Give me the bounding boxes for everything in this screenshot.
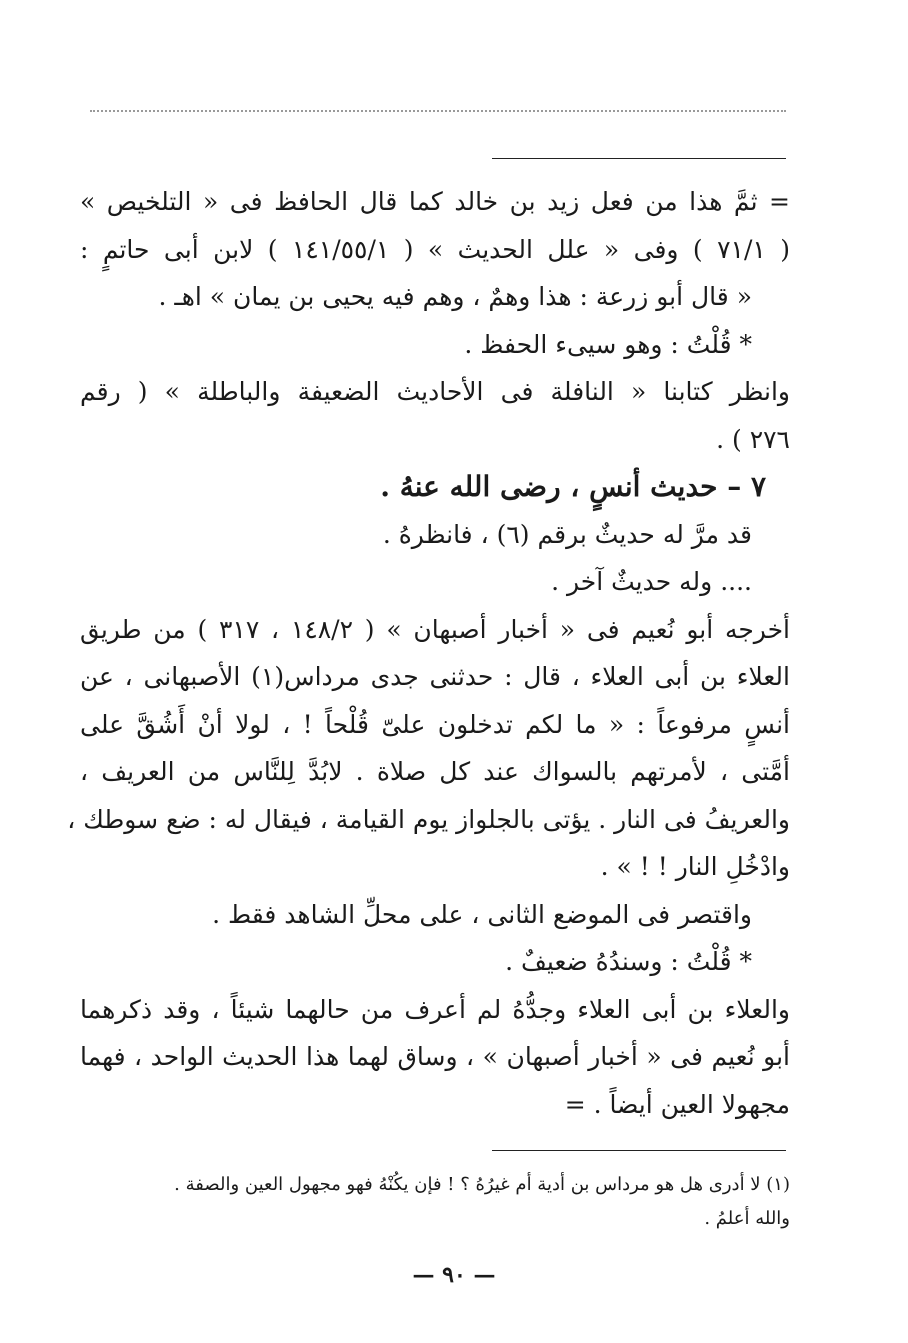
text-line: واقتصر فى الموضع الثانى ، على محلِّ الشاهد فقط .	[212, 899, 752, 929]
header-rule	[492, 158, 786, 159]
main-text	[67, 178, 790, 1128]
footnote-line: (١) لا أدرى هل هو مرداس بن أدية أم غيرُهُ ؟ ! فإن يكُنْهُ فهو مجهول العين والصفة .	[174, 1174, 790, 1195]
text-line: ( ٧١/١ ) وفى « علل الحديث » ( ١٤١/٥٥/١ ) لابن أبى حاتمٍ :	[80, 234, 790, 264]
footnotes	[100, 1168, 790, 1236]
text-line: العلاء بن أبى العلاء ، قال : حدثنى جدى مرداس(١) الأصبهانى ، عن	[80, 662, 790, 691]
text-line: .... وله حديثٌ آخر .	[551, 567, 752, 596]
text-line: أبو نُعيم فى « أخبار أصبهان » ، وساق لهما هذا الحديث الواحد ، فهما	[80, 1042, 790, 1071]
text-line: وانظر كتابنا « النافلة فى الأحاديث الضعيفة والباطلة » ( رقم	[80, 377, 790, 406]
section-heading: ٧ – حديث أنسٍ ، رضى الله عنهُ .	[380, 470, 766, 503]
text-line: ٢٧٦ ) .	[716, 424, 790, 454]
text-line: مجهولا العين أيضاً . =	[564, 1089, 790, 1119]
text-line: = ثمَّ هذا من فعل زيد بن خالد كما قال الحافظ فى « التلخيص »	[80, 187, 790, 216]
top-dotted-rule	[90, 110, 786, 112]
footnote-line: والله أعلمُ .	[704, 1208, 790, 1229]
text-line: قد مرَّ له حديثٌ برقم (٦) ، فانظرهُ .	[382, 519, 752, 549]
quote-line: « قال أبو زرعة : هذا وهمٌ ، وهم فيه يحيى بن يمان » اهـ .	[158, 282, 752, 311]
text-line: والعريفُ فى النار . يؤتى بالجلواز يوم القيامة ، فيقال له : ضع سوطك ،	[67, 804, 790, 834]
text-line: أخرجه أبو نُعيم فى « أخبار أصبهان » ( ١٤٨/٢ ، ٣١٧ ) من طريق	[80, 614, 790, 644]
footnote-rule	[492, 1150, 786, 1151]
text-line: والعلاء بن أبى العلاء وجدُّهُ لم أعرف من حالهما شيئاً ، وقد ذكرهما	[80, 994, 790, 1024]
text-line: أنسٍ مرفوعاً : « ما لكم تدخلون علىّ قُلْحاً ! ، لولا أنْ أَشُقَّ على	[80, 709, 790, 739]
qultu-line: * قُلْتُ : وسندُهُ ضعيفٌ .	[505, 947, 752, 976]
text-line: وادْخُلِ النار ! ! » .	[600, 852, 790, 881]
qultu-line: * قُلْتُ : وهو سيىء الحفظ .	[464, 329, 752, 359]
page-number: — ٩٠ —	[412, 1262, 496, 1288]
text-line: أمَّتى ، لأمرتهم بالسواك عند كل صلاة . لابُدَّ لِلنَّاس من العريف ،	[80, 757, 790, 786]
